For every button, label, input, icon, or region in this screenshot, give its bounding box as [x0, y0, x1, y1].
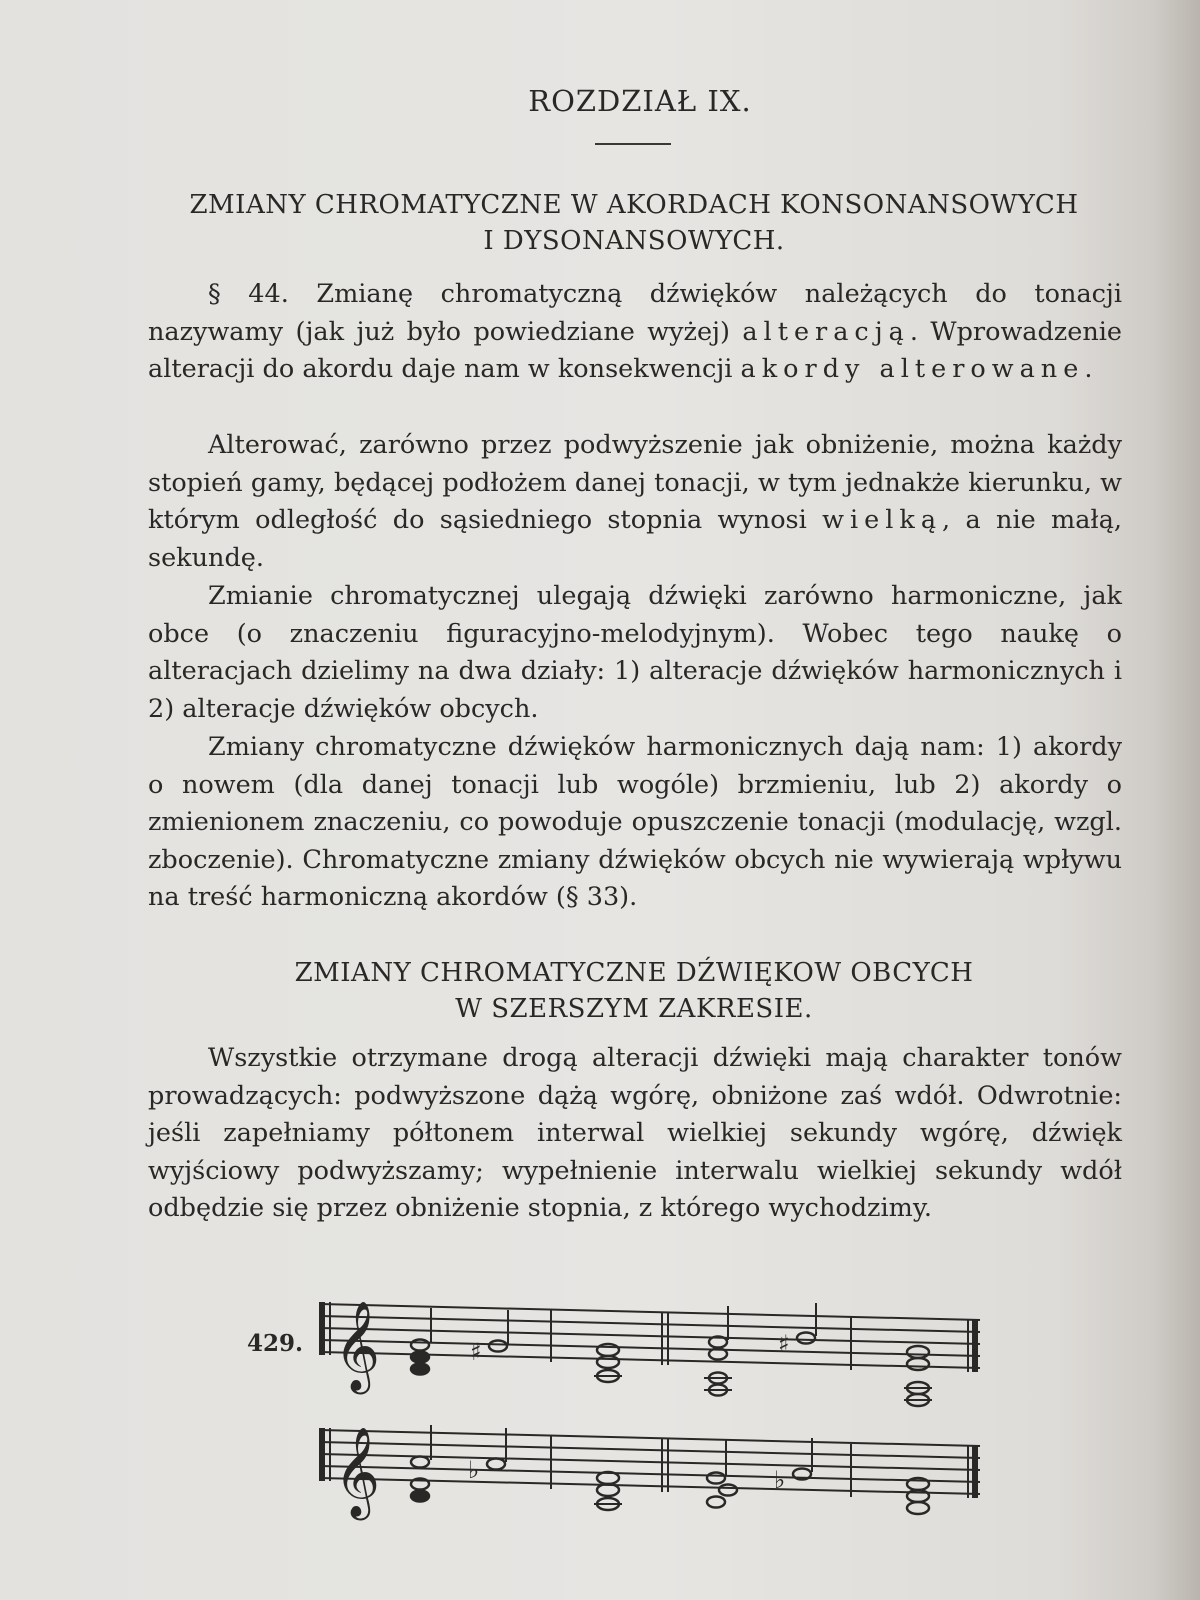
emphasis-wielka: wielką: [822, 505, 943, 535]
paragraph-text: Alterować, zarówno przez podwyższenie jak obniżenie, można każdy stopień gamy, będącej podłożem danej tonacji, w tym jednakże kierunku, w którym odległość do sąsiedniego stopnia wynosi: [148, 430, 1122, 535]
flat-icon: ♭: [468, 1456, 480, 1484]
music-system-2: [320, 1425, 980, 1521]
paragraph-text: Zmiany chromatyczne dźwięków harmonicznych dają nam: 1) akordy o nowem (dla danej tonacji lub wogóle) brzmieniu, lub 2) akordy o zmienionem znaczeniu, co powoduje opuszczenie tonacji (modulację, wzgl. zboczenie). Chromatyczne zmiany dźwięków obcych nie wywierają wpływu na treść harmoniczną akordów (§ 33).: [148, 732, 1122, 912]
paragraph-text: Zmianie chromatycznej ulegają dźwięki zarówno harmoniczne, jak obce (o znaczeniu figuracyjno-melodyjnym). Wobec tego naukę o alteracjach dzielimy na dwa działy: 1) alteracje dźwięków harmonicznych i 2) alteracje dźwięków obcych.: [148, 581, 1122, 724]
flat-icon: ♭: [774, 1466, 786, 1494]
music-system-1: [320, 1301, 980, 1406]
example-number: 429.: [247, 1330, 304, 1357]
paragraph-text: , a nie małą, sekundę.: [148, 505, 1122, 573]
treble-clef-icon: 𝄞: [334, 1301, 381, 1391]
emphasis-akordy-alterowane: akordy alterowane: [740, 354, 1085, 384]
sharp-icon: ♯: [778, 1330, 790, 1358]
paragraph-text: Wszystkie otrzymane drogą alteracji dźwięki mają charakter tonów prowadzących: podwyższone dążą wgórę, obniżone zaś wdół. Odwrotnie: jeśli zapełniamy półtonem interwal wielkiej sekundy wgórę, dźwięk wyjściowy podwyższamy; wypełnienie interwalu wielkiej sekundy wdół odbędzie się przez obniżenie stopnia, z którego wychodzimy.: [148, 1043, 1122, 1223]
paragraph-text: § 44. Zmianę chromatyczną dźwięków należących do tonacji nazywamy (jak już było powiedziane wyżej): [148, 279, 1122, 347]
section-heading-line-2: I DYSONANSOWYCH.: [483, 226, 785, 256]
treble-clef-icon: 𝄞: [334, 1427, 381, 1517]
sharp-icon: ♯: [470, 1338, 482, 1366]
paragraph-text: . Wprowadzenie alteracji do akordu daje nam w konsekwencji: [148, 316, 1122, 384]
subsection-heading-line-1: ZMIANY CHROMATYCZNE DŹWIĘKOW OBCYCH: [294, 958, 974, 988]
subsection-heading-line-2: W SZERSZYM ZAKRESIE.: [455, 994, 813, 1024]
paragraph-text: .: [1084, 354, 1093, 384]
emphasis-alteracja: alteracją: [742, 316, 910, 347]
section-heading-line-1: ZMIANY CHROMATYCZNE W AKORDACH KONSONANSOWYCH: [189, 190, 1079, 220]
chapter-title: ROZDZIAŁ IX.: [528, 84, 752, 118]
